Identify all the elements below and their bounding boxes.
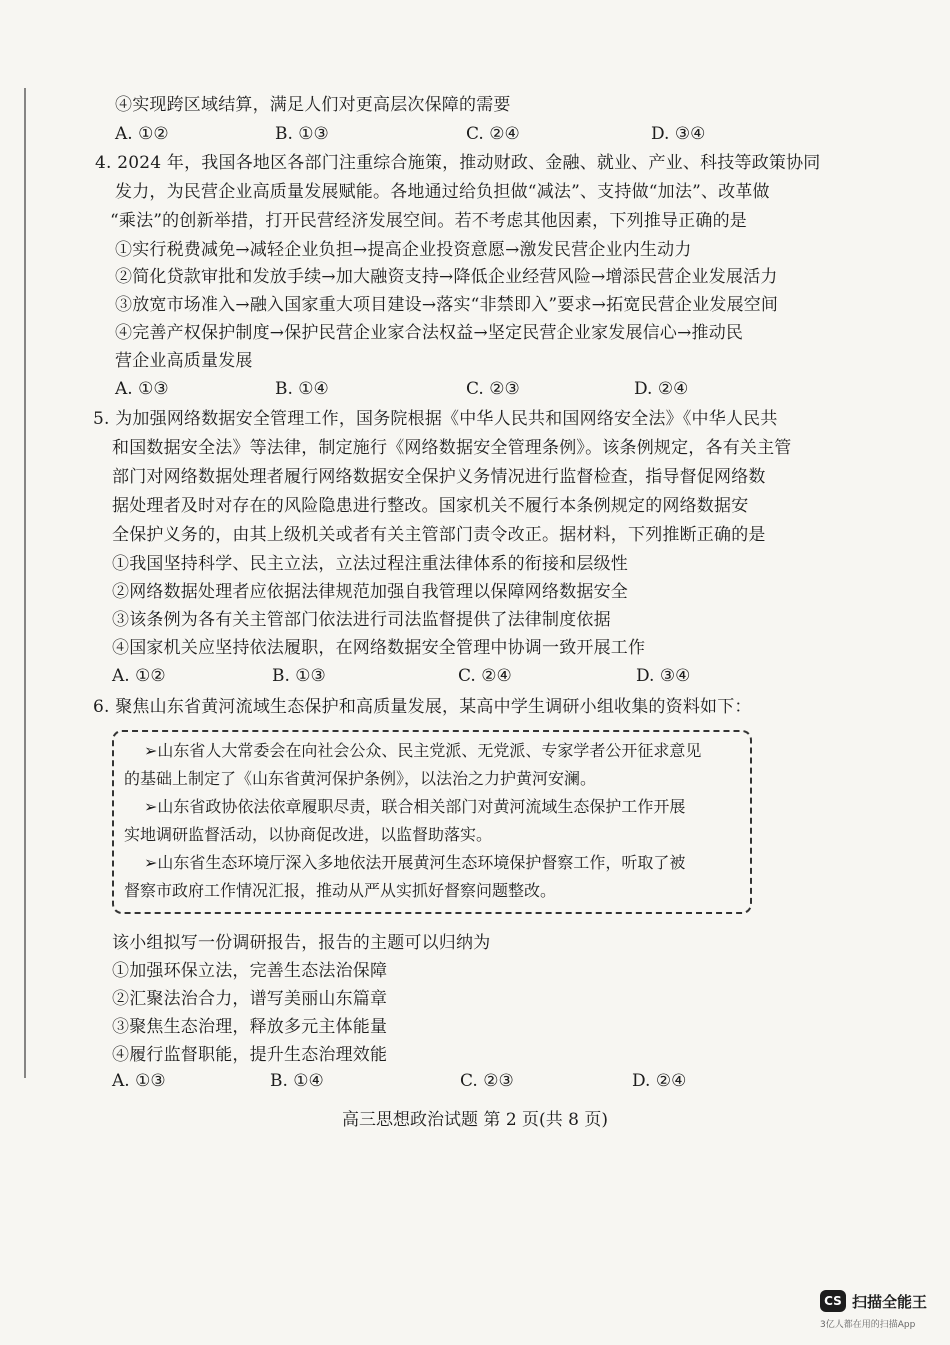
q5-choice-a: A. ①② bbox=[112, 666, 166, 686]
q4-choice-c: C. ②③ bbox=[466, 379, 520, 399]
q4-item-3: ③放宽市场准入→融入国家重大项目建设→落实“非禁即入”要求→拓宽民营企业发展空间 bbox=[115, 295, 779, 315]
scanner-tagline: 3亿人都在用的扫描App bbox=[820, 1320, 916, 1330]
q5-item-4: ④国家机关应坚持依法履职，在网络数据安全管理中协调一致开展工作 bbox=[112, 638, 646, 658]
q6-item-4: ④履行监督职能，提升生态治理效能 bbox=[112, 1045, 388, 1065]
q4-choice-b: B. ①④ bbox=[275, 379, 329, 399]
q6-material-line: ➢山东省生态环境厅深入多地依法开展黄河生态环境保护督察工作，听取了被 bbox=[144, 853, 686, 872]
q4-stem-line: 4. 2024 年，我国各地区各部门注重综合施策，推动财政、金融、就业、产业、科技等政策协同 bbox=[95, 153, 821, 173]
q6-stem: 6. 聚焦山东省黄河流域生态保护和高质量发展，某高中学生调研小组收集的资料如下： bbox=[93, 697, 752, 717]
q5-stem-line: 据处理者及时对存在的风险隐患进行整改。国家机关不履行本条例规定的网络数据安 bbox=[112, 496, 749, 516]
q6-material-line: 督察市政府工作情况汇报，推动从严从实抓好督察问题整改。 bbox=[124, 881, 557, 900]
q5-choice-b: B. ①③ bbox=[272, 666, 326, 686]
q6-material-line: ➢山东省政协依法依章履职尽责，联合相关部门对黄河流域生态保护工作开展 bbox=[144, 797, 686, 816]
q6-choice-d: D. ②④ bbox=[632, 1071, 687, 1091]
q6-choice-c: C. ②③ bbox=[460, 1071, 514, 1091]
q4-item-4: ④完善产权保护制度→保护民营企业家合法权益→坚定民营企业家发展信心→推动民 bbox=[115, 323, 744, 343]
q6-choice-a: A. ①③ bbox=[112, 1071, 166, 1091]
q5-stem-line: 全保护义务的，由其上级机关或者有关主管部门责令改正。据材料，下列推断正确的是 bbox=[112, 525, 766, 545]
q5-choice-d: D. ③④ bbox=[636, 666, 691, 686]
q6-item-2: ②汇聚法治合力，谱写美丽山东篇章 bbox=[112, 989, 388, 1009]
q4-choice-d: D. ②④ bbox=[634, 379, 689, 399]
q6-choice-b: B. ①④ bbox=[270, 1071, 324, 1091]
q3-choice-c: C. ②④ bbox=[466, 124, 520, 144]
q4-choice-a: A. ①③ bbox=[115, 379, 169, 399]
q6-item-1: ①加强环保立法，完善生态法治保障 bbox=[112, 961, 388, 981]
q4-stem-line: “乘法”的创新举措，打开民营经济发展空间。若不考虑其他因素，下列推导正确的是 bbox=[110, 211, 747, 231]
q4-stem-line: 发力，为民营企业高质量发展赋能。各地通过给负担做“减法”、支持做“加法”、改革做 bbox=[115, 182, 770, 202]
q6-material-line: 实地调研监督活动，以协商促改进，以监督助落实。 bbox=[124, 825, 493, 844]
q6-material-line: 的基础上制定了《山东省黄河保护条例》，以法治之力护黄河安澜。 bbox=[124, 769, 597, 788]
q5-choice-c: C. ②④ bbox=[458, 666, 512, 686]
page-fold-shadow bbox=[24, 88, 26, 1078]
q5-stem-line: 和国数据安全法》等法律，制定施行《网络数据安全管理条例》。该条例规定，各有关主管 bbox=[112, 438, 792, 458]
q5-stem-line: 部门对网络数据处理者履行网络数据安全保护义务情况进行监督检查，指导督促网络数 bbox=[112, 467, 766, 487]
scanner-app-name: 扫描全能王 bbox=[852, 1292, 928, 1311]
q6-material-box bbox=[112, 730, 752, 914]
q3-choice-a: A. ①② bbox=[115, 124, 169, 144]
q6-material-line: ➢山东省人大常委会在向社会公众、民主党派、无党派、专家学者公开征求意见 bbox=[144, 741, 702, 760]
q5-item-2: ②网络数据处理者应依据法律规范加强自我管理以保障网络数据安全 bbox=[112, 582, 628, 602]
q5-item-3: ③该条例为各有关主管部门依法进行司法监督提供了法律制度依据 bbox=[112, 610, 611, 630]
q5-stem-line: 5. 为加强网络数据安全管理工作，国务院根据《中华人民共和国网络安全法》《中华人民共 bbox=[93, 409, 778, 429]
q4-item-1: ①实行税费减免→减轻企业负担→提高企业投资意愿→激发民营企业内生动力 bbox=[115, 240, 692, 260]
scanner-watermark bbox=[820, 1290, 927, 1312]
q6-question: 该小组拟写一份调研报告，报告的主题可以归纳为 bbox=[112, 933, 491, 953]
q4-item-4-cont: 营企业高质量发展 bbox=[115, 351, 253, 371]
q6-item-3: ③聚焦生态治理，释放多元主体能量 bbox=[112, 1017, 388, 1037]
page-footer: 高三思想政治试题 第 2 页(共 8 页) bbox=[342, 1110, 608, 1130]
q5-item-1: ①我国坚持科学、民主立法，立法过程注重法律体系的衔接和层级性 bbox=[112, 554, 628, 574]
camscanner-logo-icon: CS bbox=[820, 1290, 846, 1312]
q3-item-4: ④实现跨区域结算，满足人们对更高层次保障的需要 bbox=[115, 95, 511, 115]
q3-choice-d: D. ③④ bbox=[651, 124, 706, 144]
q4-item-2: ②简化贷款审批和发放手续→加大融资支持→降低企业经营风险→增添民营企业发展活力 bbox=[115, 267, 778, 287]
q3-choice-b: B. ①③ bbox=[275, 124, 329, 144]
